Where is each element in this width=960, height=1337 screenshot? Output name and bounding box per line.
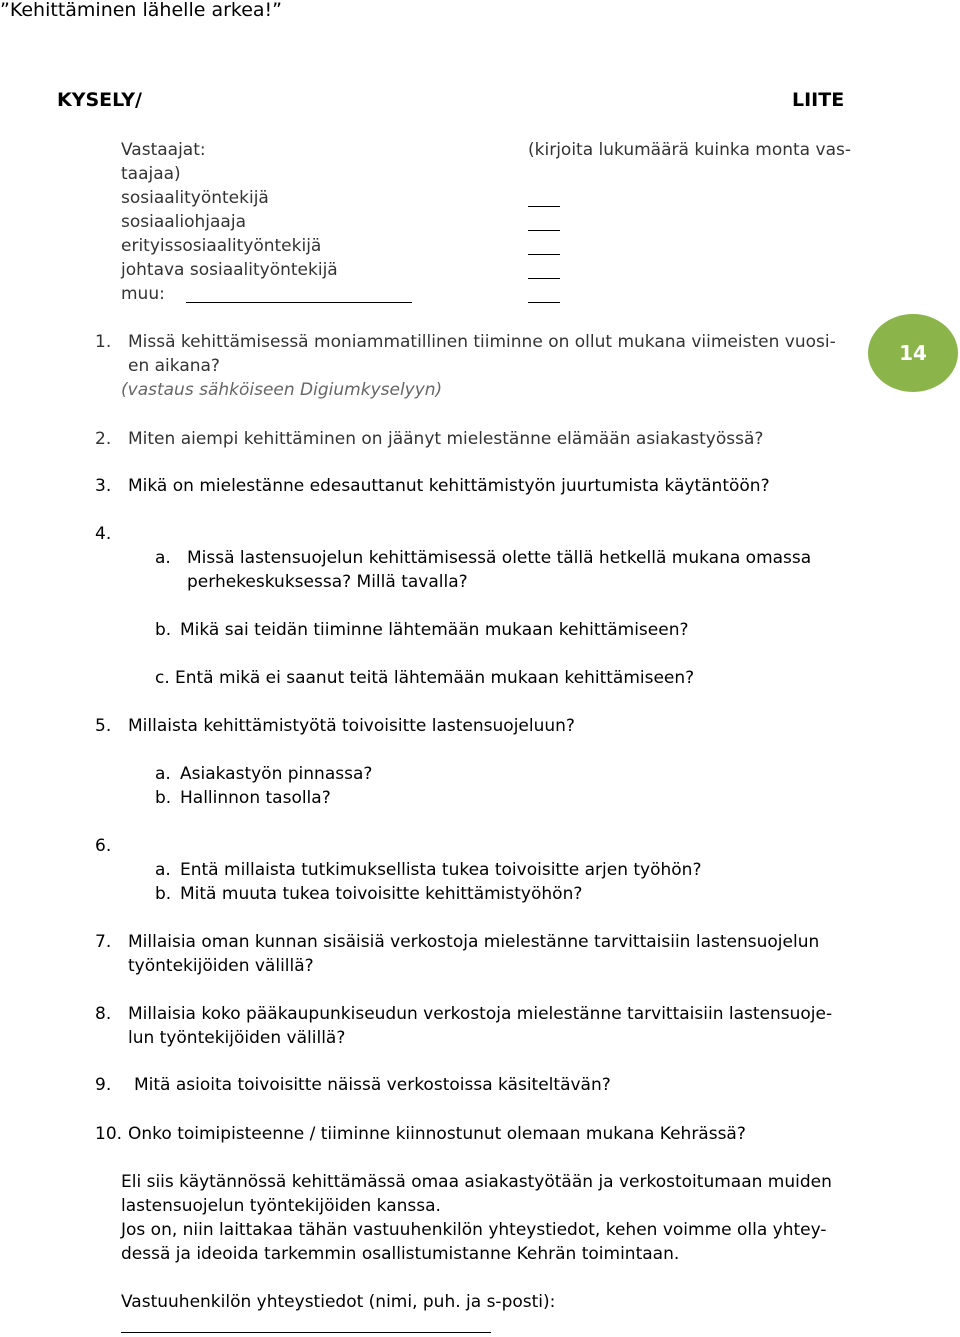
closing-paragraph-1-line2: lastensuojelun työntekijöiden kanssa. [121,1196,441,1216]
question-4a-line1: Missä lastensuojelun kehittämisessä olette tällä hetkellä mukana omassa [187,548,812,568]
question-1-line2: en aikana? [128,356,220,376]
subquestion-label: a. [155,860,171,880]
question-number: 3. [95,476,112,496]
role-label: sosiaaliohjaaja [121,212,246,232]
count-input-line[interactable] [528,254,560,255]
respondents-label: Vastaajat: [121,140,206,160]
question-6a-text: Entä millaista tutkimuksellista tukea toivoisitte arjen työhön? [180,860,702,880]
document-header-title: ”Kehittäminen lähelle arkea!” [0,0,283,21]
closing-paragraph-2-line2: dessä ja ideoida tarkemmin osallistumistanne Kehrän toimintaan. [121,1244,680,1264]
question-4c-text: Entä mikä ei saanut teitä lähtemään mukaan kehittämiseen? [175,668,695,688]
heading-liite: LIITE [792,89,845,111]
question-8-line2: lun työntekijöiden välillä? [128,1028,346,1048]
contact-label: Vastuuhenkilön yhteystiedot (nimi, puh. ja s-posti): [121,1292,556,1312]
question-4a-line2: perhekeskuksessa? Millä tavalla? [187,572,468,592]
question-7-line2: työntekijöiden välillä? [128,956,314,976]
respondents-instruction-line2: taajaa) [121,164,181,184]
question-number: 7. [95,932,112,952]
subquestion-label: b. [155,620,172,640]
role-label: erityissosiaalityöntekijä [121,236,322,256]
question-2-text: Miten aiempi kehittäminen on jäänyt mielestänne elämään asiakastyössä? [128,429,764,449]
count-input-line[interactable] [528,206,560,207]
question-6b-text: Mitä muuta tukea toivoisitte kehittämistyöhön? [180,884,583,904]
question-3-text: Mikä on mielestänne edesauttanut kehittämistyön juurtumista käytäntöön? [128,476,770,496]
closing-paragraph-1-line1: Eli siis käytännössä kehittämässä omaa asiakastyötään ja verkostoitumaan muiden [121,1172,832,1192]
question-4b-text: Mikä sai teidän tiiminne lähtemään mukaan kehittämiseen? [180,620,689,640]
question-10-text: Onko toimipisteenne / tiiminne kiinnostunut olemaan mukana Kehrässä? [128,1124,746,1144]
question-5-text: Millaista kehittämistyötä toivoisitte lastensuojeluun? [128,716,575,736]
question-number: 8. [95,1004,112,1024]
question-9-text: Mitä asioita toivoisitte näissä verkostoissa käsiteltävän? [134,1075,611,1095]
question-5b-text: Hallinnon tasolla? [180,788,331,808]
question-number: 2. [95,429,112,449]
question-number: 9. [95,1075,112,1095]
role-label: sosiaalityöntekijä [121,188,269,208]
count-input-line[interactable] [528,302,560,303]
question-number: 6. [95,836,112,856]
subquestion-label: b. [155,884,172,904]
question-5a-text: Asiakastyön pinnassa? [180,764,373,784]
question-number: 4. [95,524,112,544]
contact-input-line[interactable] [121,1332,491,1333]
subquestion-label: a. [155,548,171,568]
question-number: 5. [95,716,112,736]
count-input-line[interactable] [528,230,560,231]
question-number: 10. [95,1124,123,1144]
subquestion-label: b. [155,788,172,808]
count-input-line[interactable] [528,278,560,279]
subquestion-label: c. [155,668,170,688]
heading-kysely: KYSELY/ [57,89,142,111]
question-8-line1: Millaisia koko pääkaupunkiseudun verkostoja mielestänne tarvittaisiin lastensuoje- [128,1004,833,1024]
other-role-label: muu: [121,284,165,304]
question-1-line1: Missä kehittämisessä moniammatillinen tiiminne on ollut mukana viimeisten vuosi- [128,332,836,352]
question-7-line1: Millaisia oman kunnan sisäisiä verkostoja mielestänne tarvittaisiin lastensuojelun [128,932,820,952]
respondents-instruction-line1: (kirjoita lukumäärä kuinka monta vas- [528,140,851,160]
question-number: 1. [95,332,112,352]
role-label: johtava sosiaalityöntekijä [121,260,338,280]
other-role-input-line[interactable] [186,302,412,303]
page-number-badge: 14 [868,314,958,392]
closing-paragraph-2-line1: Jos on, niin laittakaa tähän vastuuhenkilön yhteystiedot, kehen voimme olla yhtey- [121,1220,827,1240]
subquestion-label: a. [155,764,171,784]
question-1-note: (vastaus sähköiseen Digiumkyselyyn) [121,380,443,400]
